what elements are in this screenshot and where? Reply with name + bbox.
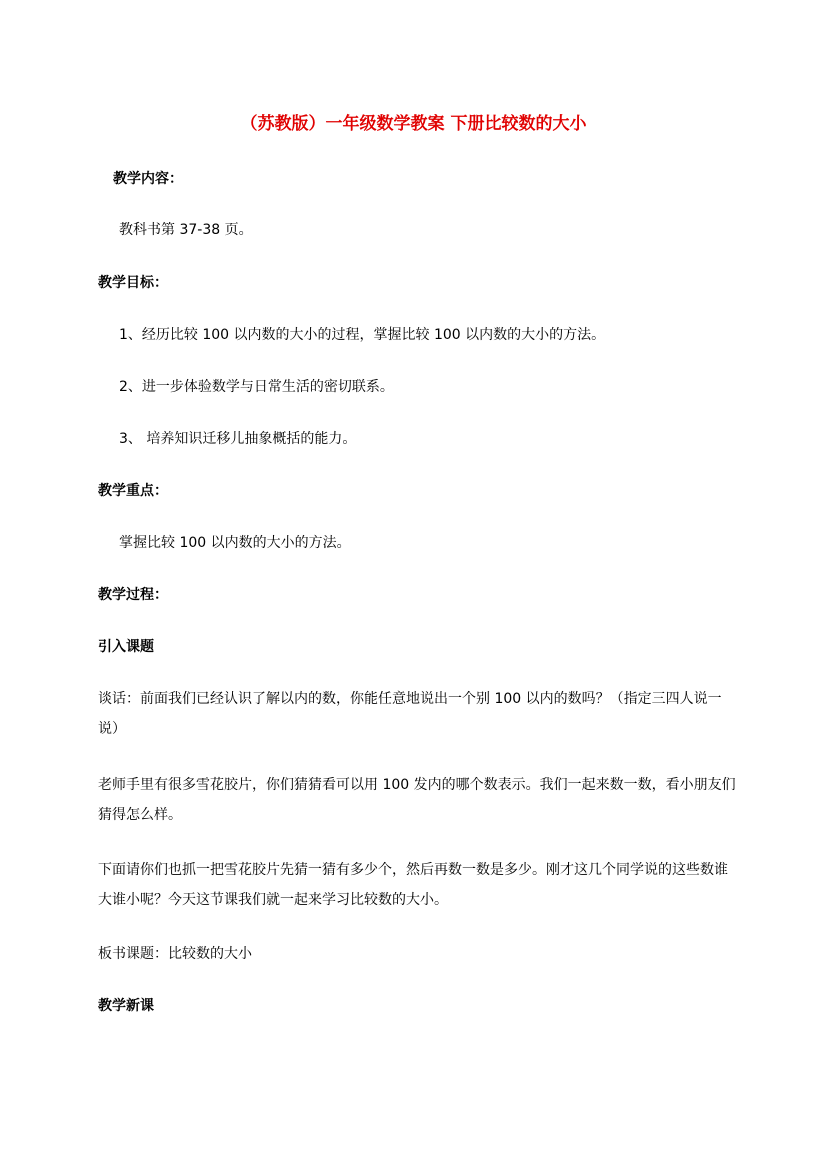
heading-introduction: 引入课题 <box>98 639 154 655</box>
heading-teaching-content: 教学内容： <box>113 171 183 187</box>
heading-new-lesson: 教学新课 <box>98 998 154 1014</box>
paragraph-guess-count: 下面请你们也抓一把雪花胶片先猜一猜有多少个，然后再数一数是多少。刚才这几个同学说的这些数谁大谁小呢？今天这节课我们就一起来学习比较数的大小。 <box>98 862 728 908</box>
teaching-focus-text: 掌握比较 100 以内数的大小的方法。 <box>119 535 351 551</box>
goal-item-2: 2、进一步体验数学与日常生活的密切联系。 <box>119 379 394 395</box>
board-title-text: 板书课题：比较数的大小 <box>98 946 252 962</box>
teaching-content-text: 教科书第 37-38 页。 <box>119 222 253 238</box>
goal-item-3: 3、 培养知识迁移儿抽象概括的能力。 <box>119 431 357 447</box>
heading-teaching-process: 教学过程： <box>98 587 168 603</box>
document-title: （苏教版）一年级数学教案 下册比较数的大小 <box>240 114 587 134</box>
goal-item-1: 1、经历比较 100 以内数的大小的过程，掌握比较 100 以内数的大小的方法。 <box>119 327 606 343</box>
heading-teaching-focus: 教学重点： <box>98 483 168 499</box>
paragraph-dialogue: 谈话：前面我们已经认识了解以内的数，你能任意地说出一个别 100 以内的数吗？（指定三四人说一说） <box>98 691 722 737</box>
heading-teaching-goals: 教学目标： <box>98 275 168 291</box>
paragraph-snowflakes: 老师手里有很多雪花胶片，你们猜猜看可以用 100 发内的哪个数表示。我们一起来数一数，看小朋友们猜得怎么样。 <box>98 777 736 823</box>
